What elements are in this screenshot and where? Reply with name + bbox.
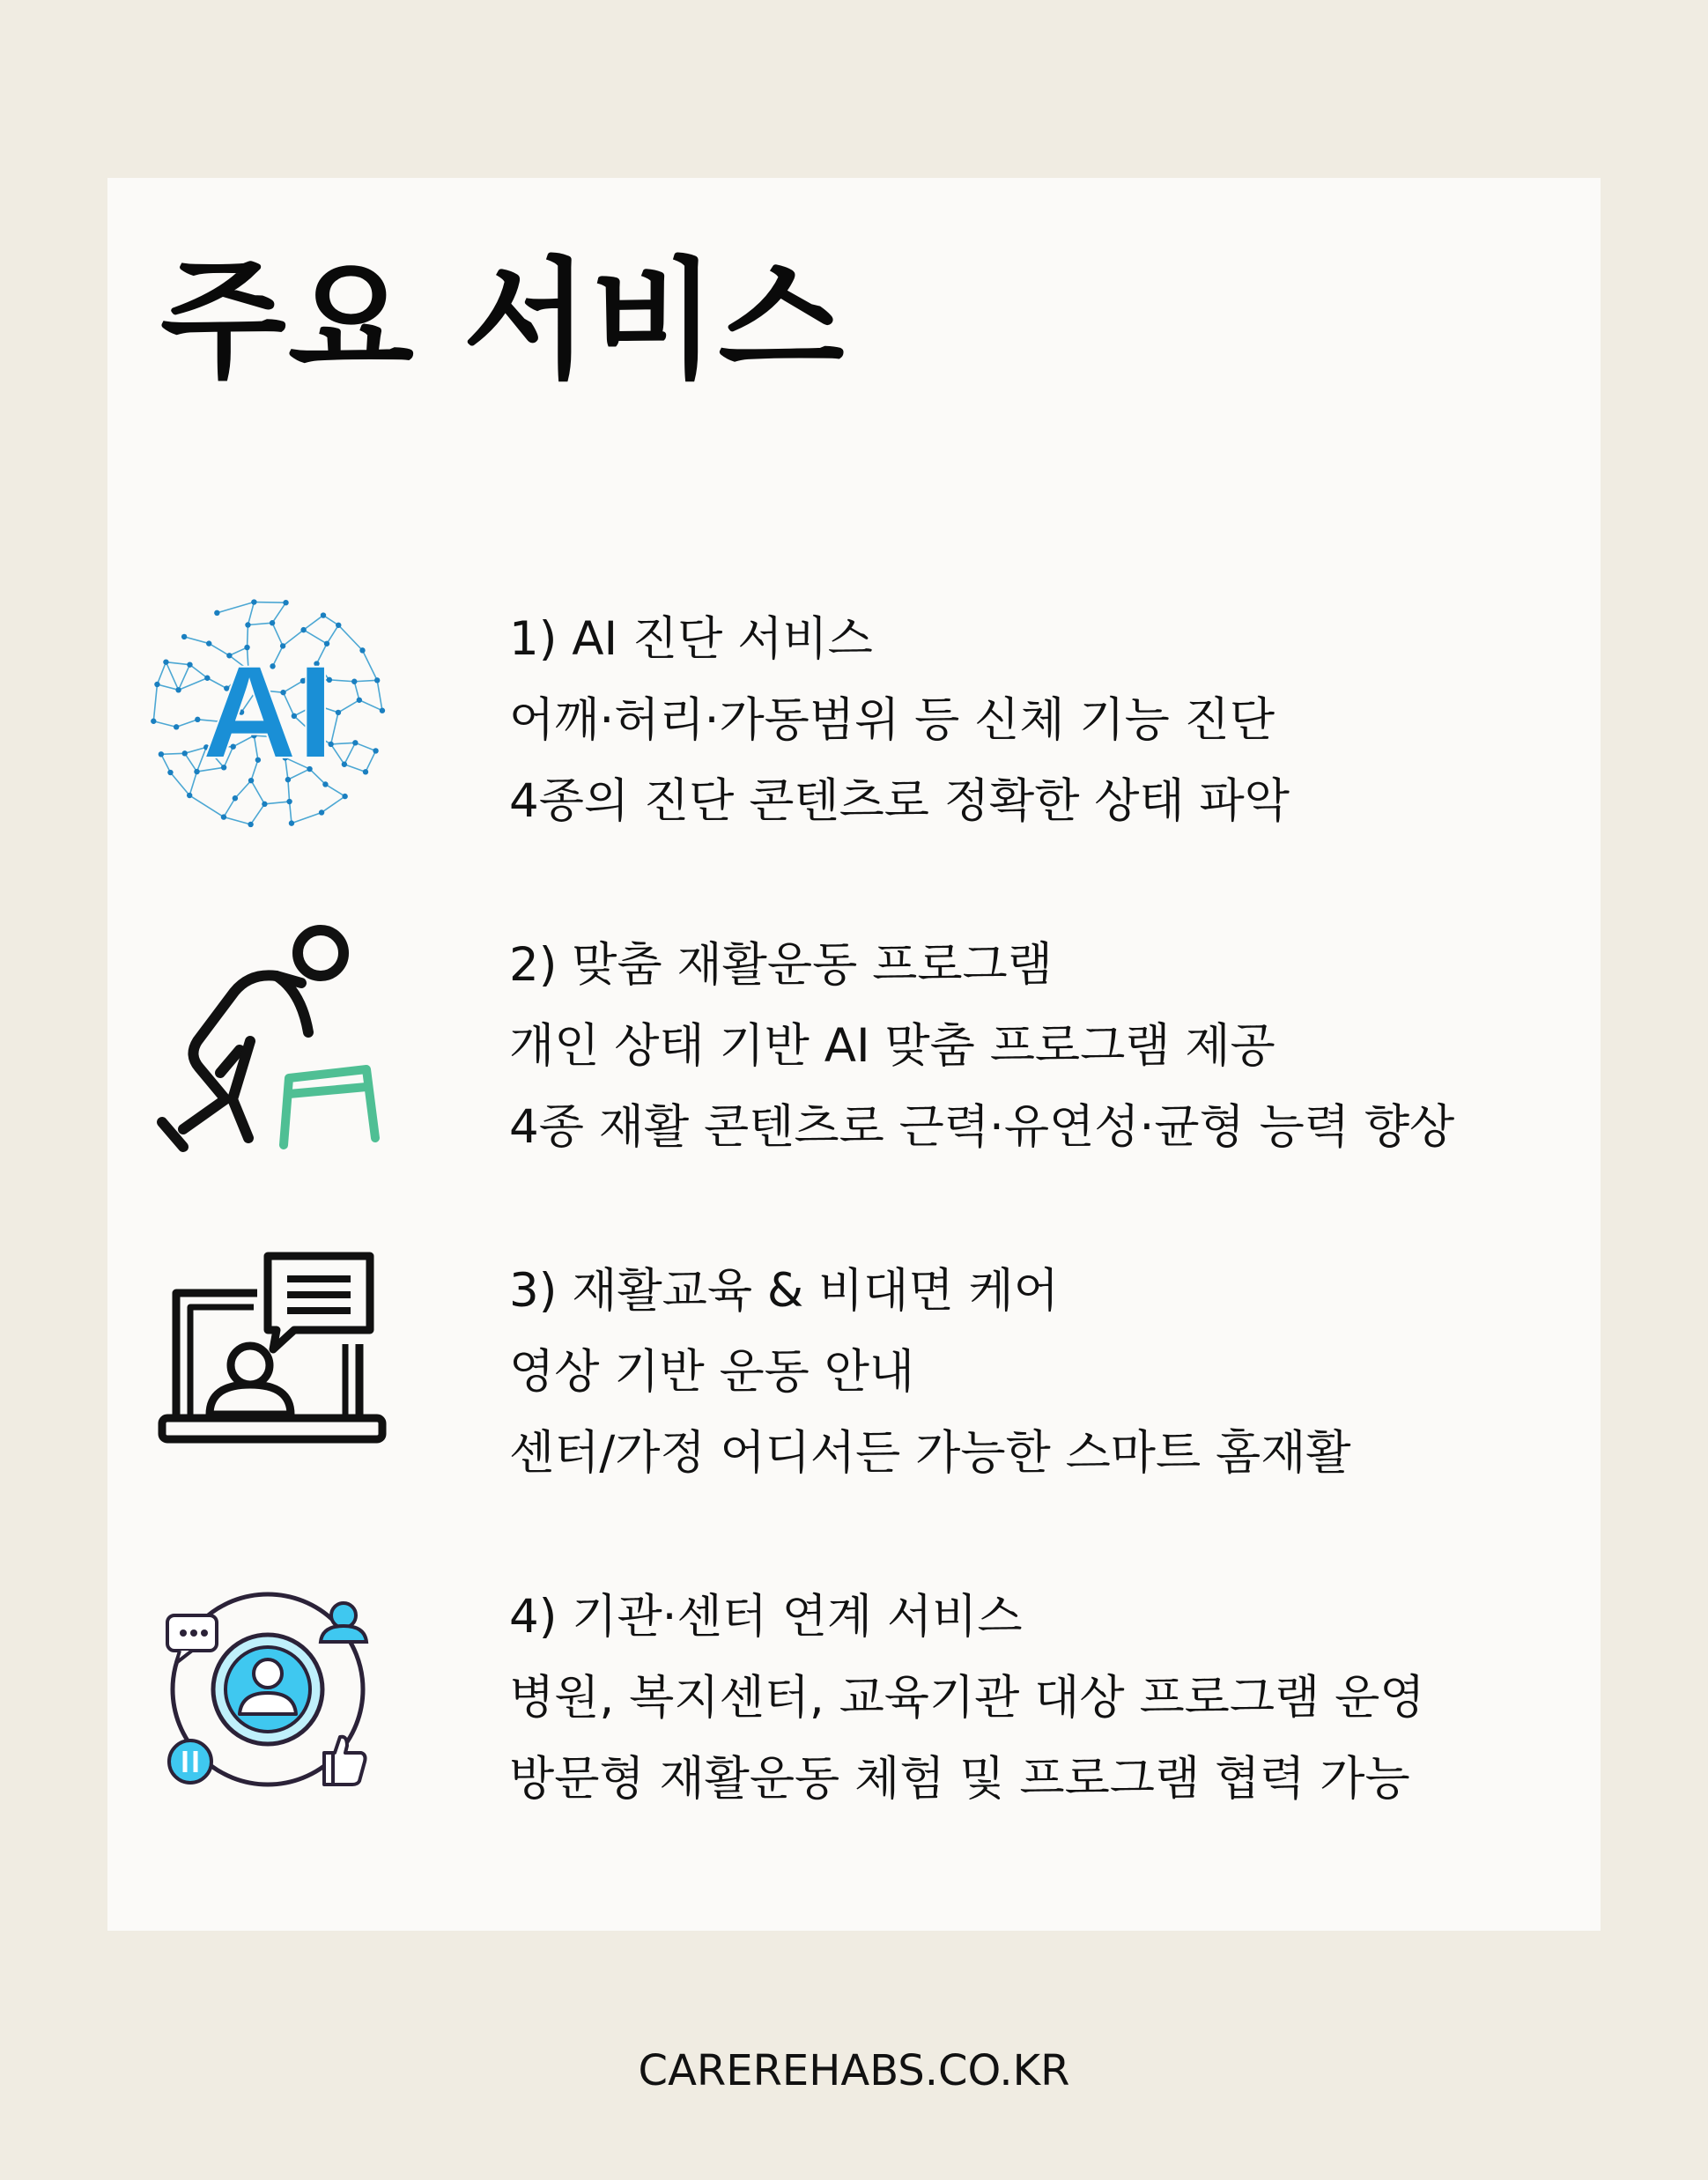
service-heading: 4) 기관·센터 연계 서비스 <box>509 1590 1023 1644</box>
laptop-video-chat-icon <box>144 1231 391 1478</box>
service-heading: 2) 맞춤 재활운동 프로그램 <box>509 938 1053 992</box>
service-heading: 3) 재활교육 & 비대면 케어 <box>509 1264 1059 1318</box>
service-text <box>509 925 1454 1168</box>
person-walker-icon <box>144 918 391 1164</box>
service-description-line: 4종의 진단 콘텐츠로 정확한 상태 파악 <box>509 774 1290 828</box>
services-card <box>107 178 1601 1931</box>
service-description-line: 4종 재활 콘텐츠로 근력·유연성·균형 능력 향상 <box>509 1100 1455 1154</box>
service-text <box>509 599 1290 842</box>
service-description-line: 병원, 복지센터, 교육기관 대상 프로그램 운영 <box>509 1671 1425 1725</box>
service-description-line: 어깨·허리·가동범위 등 신체 기능 진단 <box>509 693 1275 747</box>
service-text <box>509 1577 1425 1820</box>
page-title: 주요 서비스 <box>160 245 847 396</box>
website-url: CAREREHABS.CO.KR <box>638 2046 1070 2095</box>
service-text <box>509 1251 1351 1494</box>
svg-text:AI: AI <box>202 638 334 786</box>
network-connection-icon <box>144 1566 391 1813</box>
service-description-line: 센터/가정 어디서든 가능한 스마트 홈재활 <box>509 1426 1351 1480</box>
service-description-line: 방문형 재활운동 체험 및 프로그램 협력 가능 <box>509 1752 1410 1806</box>
service-description-line: 개인 상태 기반 AI 맞춤 프로그램 제공 <box>509 1019 1275 1073</box>
service-description-line: 영상 기반 운동 안내 <box>509 1345 915 1399</box>
service-heading: 1) AI 진단 서비스 <box>509 612 873 666</box>
ai-network-icon <box>144 590 391 837</box>
